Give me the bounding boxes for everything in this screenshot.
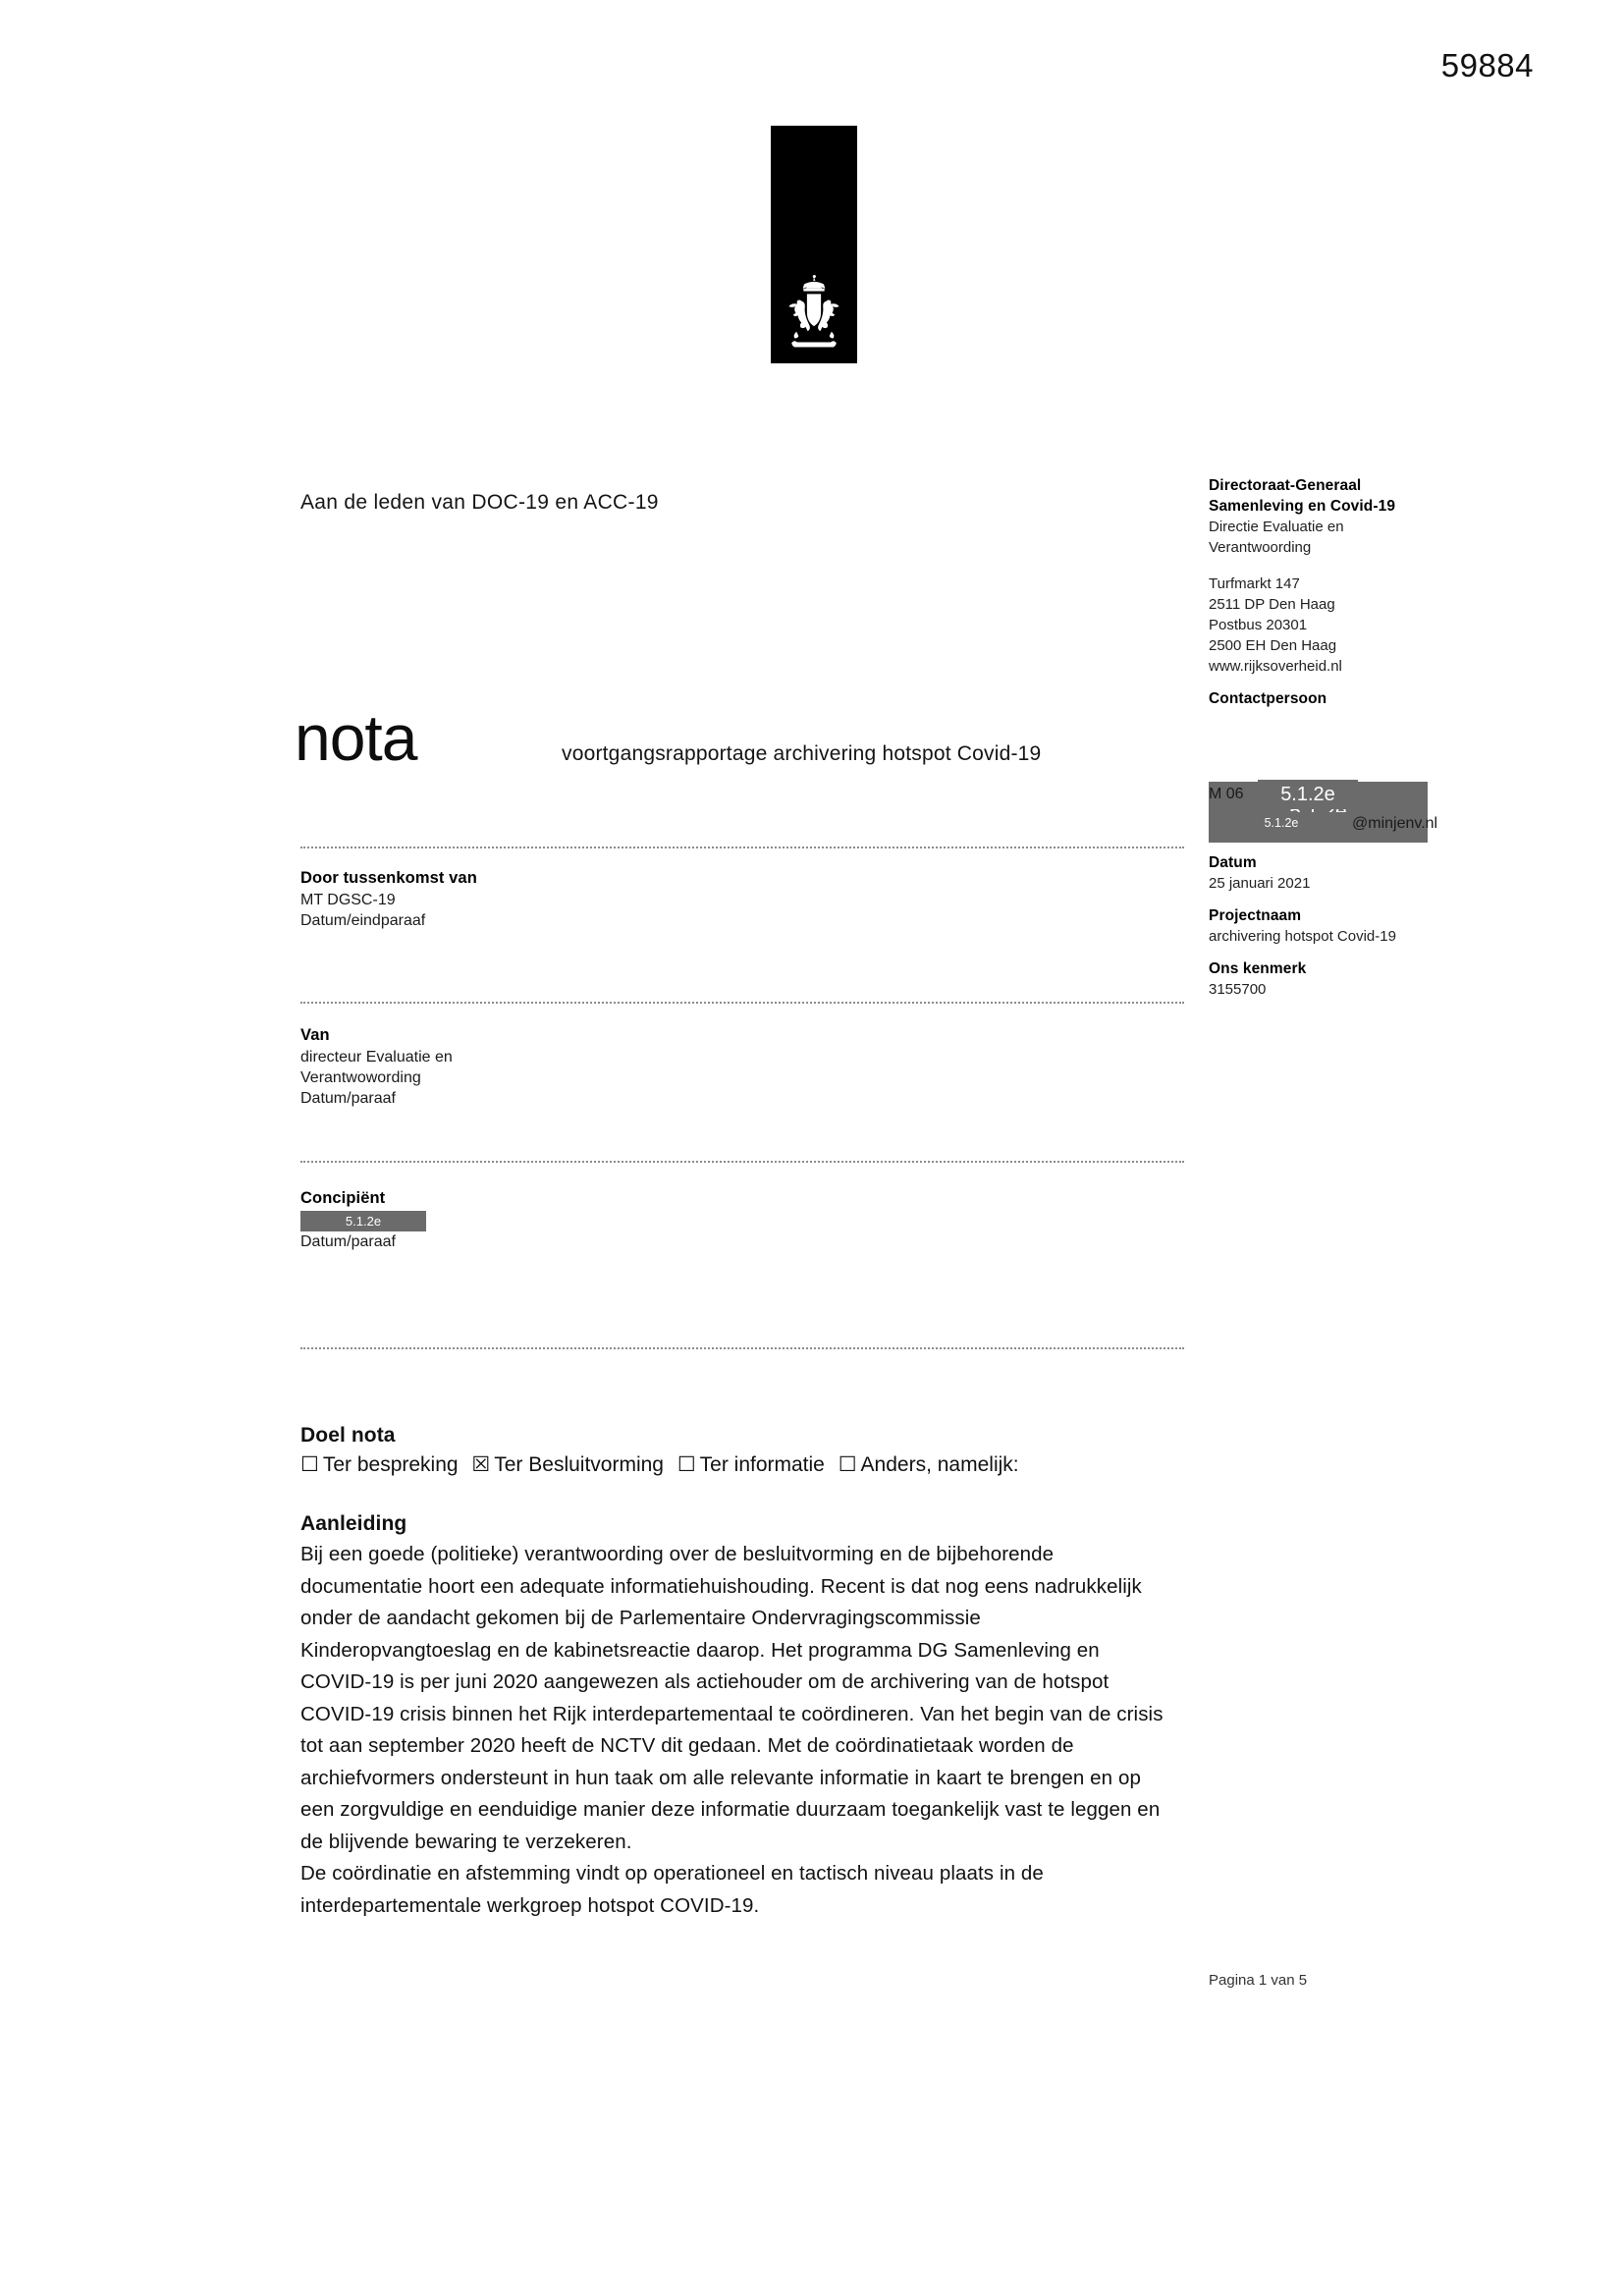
aanleiding-paragraph-2: De coördinatie en afstemming vindt op operationeel en tactisch niveau plaats in de interdepartementale werkgroep hotspot COVID-19. [300, 1862, 1044, 1917]
field-value-datum-eindparaaf: Datum/eindparaaf [300, 912, 426, 929]
page-title: nota [295, 701, 417, 774]
doel-nota-title: Doel nota [300, 1424, 396, 1447]
option-ter-informatie[interactable] [677, 1453, 825, 1476]
field-van [300, 1025, 453, 1109]
mobile-label: M 06 [1209, 786, 1244, 802]
spacer [1209, 558, 1503, 574]
address-street: Turfmarkt 147 [1209, 575, 1300, 592]
field-label: Door tussenkomst van [300, 869, 477, 887]
checkbox-icon[interactable]: ☐ [838, 1453, 857, 1476]
doel-nota-options [300, 1451, 1027, 1479]
checkbox-icon[interactable]: ☐ [677, 1453, 696, 1476]
field-label: Van [300, 1026, 330, 1044]
address-postcode-city: 2511 DP Den Haag [1209, 596, 1335, 613]
field-concipient [300, 1188, 426, 1252]
datum-value: 25 januari 2021 [1209, 875, 1311, 892]
redaction-box-email: 5.1.2e [1209, 812, 1354, 835]
address-po-box: Postbus 20301 [1209, 617, 1308, 633]
option-anders[interactable] [839, 1453, 1019, 1476]
checkbox-icon[interactable]: ☐ [300, 1453, 319, 1476]
redaction-box-mobile: 5.1.2e [1258, 780, 1358, 809]
projectnaam-value: archivering hotspot Covid-19 [1209, 928, 1396, 945]
contact-mobile-row [1209, 778, 1503, 811]
dept-line-2: Verantwoording [1209, 539, 1312, 556]
page-footer: Pagina 1 van 5 [1209, 1972, 1308, 1989]
field-value-datum-paraaf: Datum/paraaf [300, 1233, 396, 1250]
contact-email-row [1209, 811, 1503, 837]
ons-kenmerk-label: Ons kenmerk [1209, 960, 1307, 977]
field-value-datum-paraaf: Datum/paraaf [300, 1090, 396, 1107]
document-subject: voortgangsrapportage archivering hotspot Covid-19 [562, 742, 1042, 765]
doel-nota-section [300, 1424, 1027, 1479]
field-value-mt: MT DGSC-19 [300, 892, 396, 908]
aanleiding-title: Aanleiding [300, 1512, 407, 1535]
field-door-tussenkomst-van [300, 868, 477, 931]
aanleiding-section [300, 1512, 1164, 1922]
spacer [1209, 677, 1503, 688]
projectnaam-label: Projectnaam [1209, 907, 1302, 924]
divider-4 [300, 1347, 1184, 1349]
address-po-postcode-city: 2500 EH Den Haag [1209, 637, 1337, 654]
sidebar-metadata [1209, 475, 1503, 1000]
aanleiding-paragraph-1: Bij een goede (politieke) verantwoording over de besluitvorming en de bijbehorende documentatie hoort een adequate informatiehuishouding. Recent is dat nog eens nadrukkelijk onder de aandacht gekomen bij de Parlementaire Ondervragingscommissie Kinderopvangtoeslag en de kabinetsreactie daarop. Het programma DG Samenleving en COVID-19 is per juni 2020 aangewezen als actiehouder om de archivering van de hotspot COVID-19 crisis binnen het Rijk interdepartementaal te coördineren. Van het begin van de crisis tot aan september 2020 heeft de NCTV dit gedaan. Met de coördinatietaak worden de archiefvormers ondersteunt in hun taak om alle relevante informatie in kaart te brengen en op een zorgvuldige en eenduidige manier deze informatie duurzaam toegankelijk vast te leggen en de blijvende bewaring te verzekeren. [300, 1543, 1164, 1853]
dept-line-1: Directie Evaluatie en [1209, 519, 1344, 535]
contactpersoon-value [1209, 778, 1503, 837]
option-label: Ter Besluitvorming [494, 1453, 664, 1476]
option-ter-besluitvorming[interactable] [471, 1453, 664, 1476]
field-label: Concipiënt [300, 1189, 386, 1207]
addressee-line: Aan de leden van DOC-19 en ACC-19 [300, 491, 659, 514]
ons-kenmerk-value: 3155700 [1209, 981, 1267, 998]
datum-label: Datum [1209, 854, 1257, 871]
checkbox-checked-icon[interactable]: ☒ [471, 1453, 491, 1476]
spacer [1209, 894, 1503, 905]
org-line-1: Directoraat-Generaal [1209, 477, 1362, 494]
rijksoverheid-logo [771, 126, 857, 363]
option-label: Ter bespreking [322, 1453, 459, 1476]
divider-1 [300, 847, 1184, 848]
document-stamp-number: 59884 [1440, 47, 1534, 83]
coat-of-arms-icon [779, 273, 849, 355]
contactpersoon-label: Contactpersoon [1209, 690, 1327, 707]
email-domain: @minjenv.nl [1352, 815, 1438, 832]
field-value-directeur: directeur Evaluatie en [300, 1049, 453, 1066]
spacer [1209, 947, 1503, 958]
field-value-verantwoording: Verantwowording [300, 1069, 421, 1086]
divider-2 [300, 1002, 1184, 1004]
option-ter-bespreking[interactable] [300, 1453, 459, 1476]
address-website: www.rijksoverheid.nl [1209, 658, 1342, 675]
option-label: Anders, namelijk: [860, 1453, 1019, 1476]
redaction-box-concipient: 5.1.2e [300, 1211, 426, 1231]
org-line-2: Samenleving en Covid-19 [1209, 498, 1396, 515]
option-label: Ter informatie [699, 1453, 825, 1476]
divider-3 [300, 1161, 1184, 1163]
